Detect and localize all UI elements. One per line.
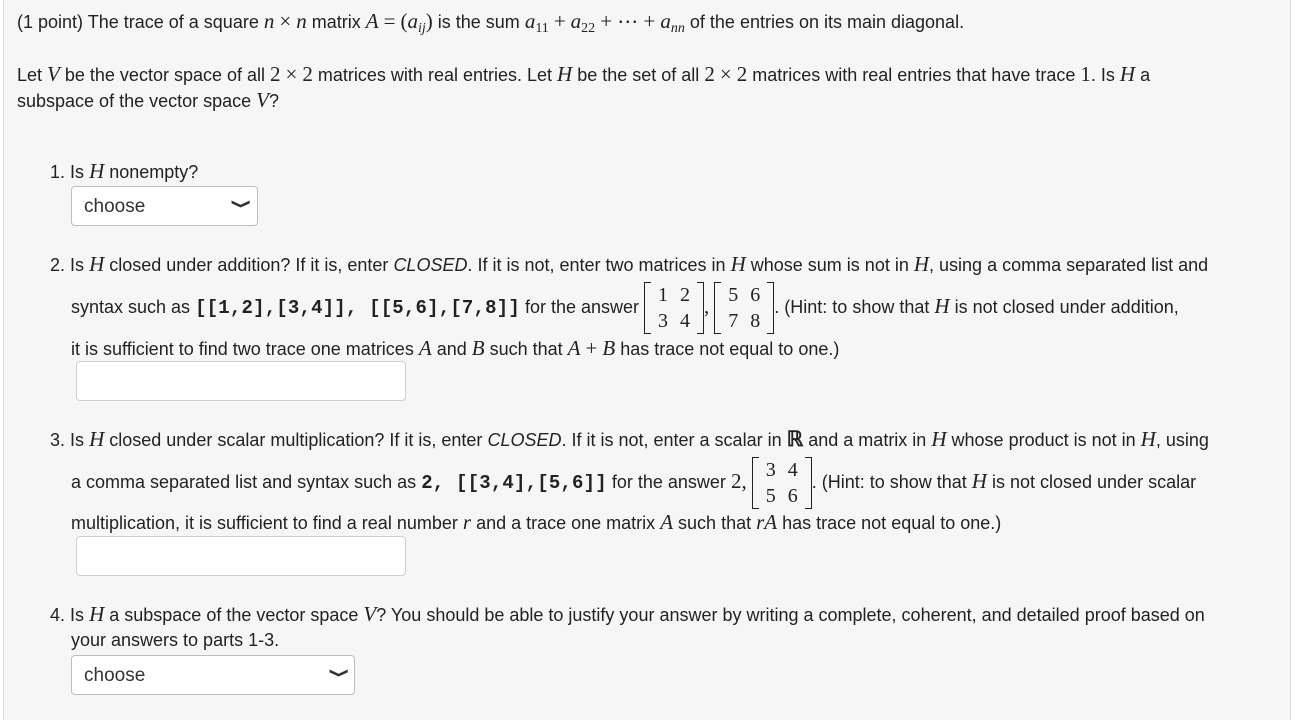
scalar-answer-input[interactable] — [76, 536, 406, 576]
question-4-line-1: 4. Is H a subspace of the vector space V? You should be able to justify your answer by writing a complete, coherent, and detailed proof based on — [50, 602, 1205, 626]
question-3-line-2: a comma separated list and syntax such as 2, [[3,4],[5,6]] for the answer 2, 3 4 5 6 . (Hint: to show that H is not closed under scalar — [71, 459, 1197, 508]
chevron-down-icon: ❯ — [329, 667, 351, 679]
question-1-text: 1. Is H nonempty? — [50, 159, 199, 183]
question-2-line-2: syntax such as [[1,2],[3,4]], [[5,6],[7,8]] for the answer 1 2 3 4 , 5 6 7 8 . (Hint: to show that H is not closed under addition, — [71, 284, 1179, 333]
question-2-line-3: it is sufficient to find two trace one matrices A and B such that A + B has trace not equal to one.) — [71, 336, 840, 360]
question-3-line-3: multiplication, it is sufficient to find a real number r and a trace one matrix A such that rA has trace not equal to one.) — [71, 510, 1002, 534]
addition-answer-input[interactable] — [76, 361, 406, 401]
question-4-line-2: your answers to parts 1-3. — [71, 630, 280, 650]
intro-line-2: Let V be the vector space of all 2 × 2 matrices with real entries. Let H be the set of all 2 × 2 matrices with real entries that have trace 1. Is H a — [17, 62, 1151, 86]
example-matrix-3: 3 4 5 6 — [752, 457, 812, 509]
problem-panel — [3, 0, 1291, 720]
chevron-down-icon: ❯ — [231, 198, 253, 210]
example-matrix-2: 5 6 7 8 — [714, 282, 774, 334]
example-matrix-1: 1 2 3 4 — [644, 282, 704, 334]
nonempty-select[interactable] — [71, 186, 258, 226]
question-3-line-1: 3. Is H closed under scalar multiplication? If it is, enter CLOSED. If it is not, enter a scalar in ℝ and a matrix in H whose product is not in H, using — [50, 427, 1209, 451]
question-2-line-1: 2. Is H closed under addition? If it is, enter CLOSED. If it is not, enter two matrices in H whose sum is not in H, using a comma separated list and — [50, 252, 1209, 276]
intro-line-3: subspace of the vector space V? — [17, 88, 279, 112]
intro-line-1: (1 point) The trace of a square n × n matrix $A = (a_{ij})$ is the sum $a_{11} + a_{22}$ + ⋯ + $a_{nn}$ of the entries on its main diagonal. — [17, 9, 965, 36]
subspace-select[interactable] — [71, 655, 355, 695]
